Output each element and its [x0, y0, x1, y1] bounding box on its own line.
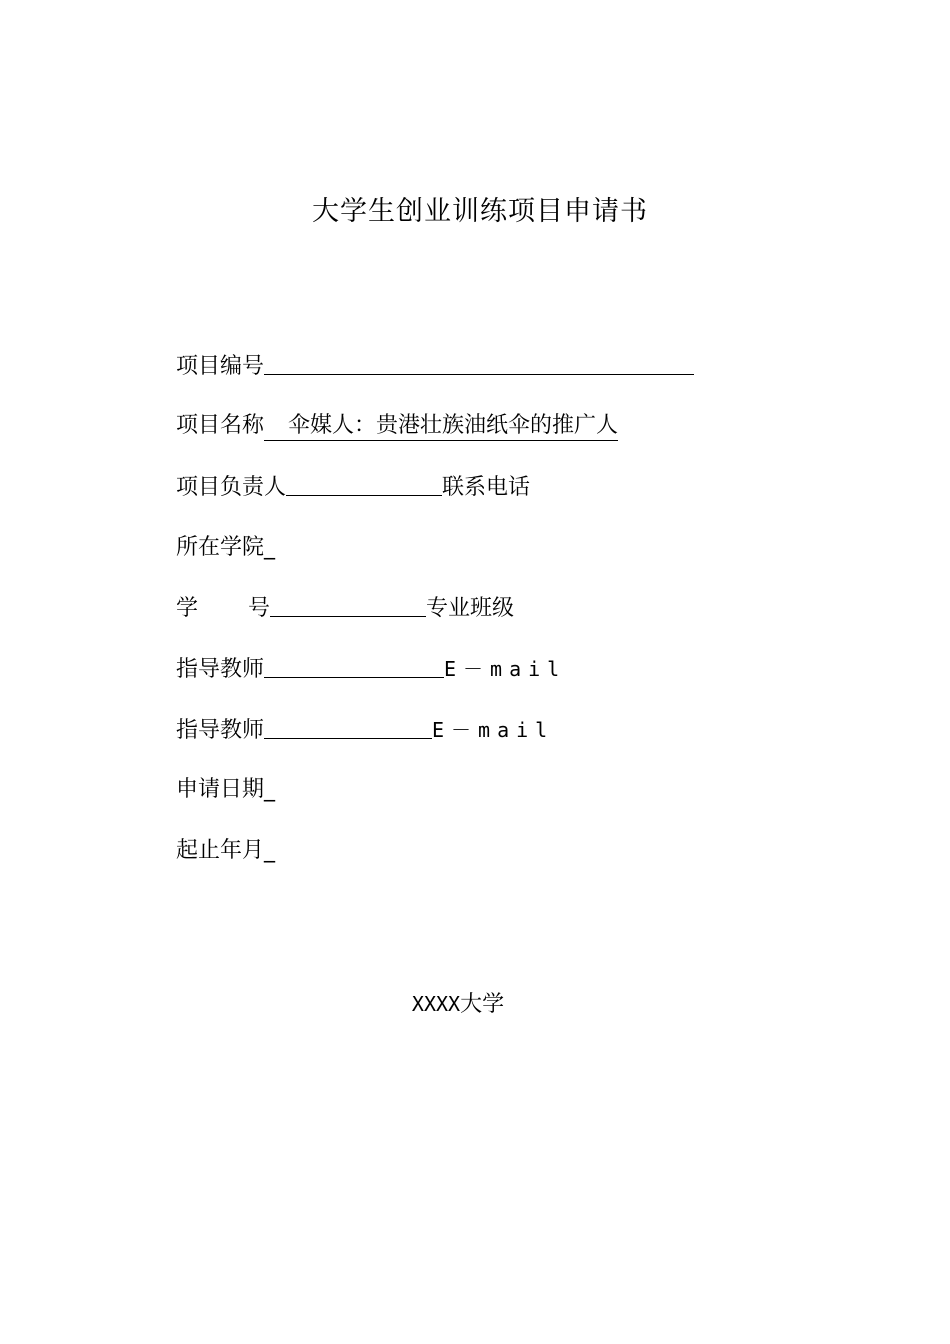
college-label: 所在学院	[176, 535, 265, 560]
advisor-label-1: 指导教师	[176, 657, 265, 682]
apply-date-row	[176, 774, 275, 806]
project-leader-row	[176, 471, 530, 503]
advisor-label-2: 指导教师	[176, 718, 265, 743]
apply-date-field[interactable]: _	[264, 777, 276, 802]
project-leader-field[interactable]	[286, 471, 442, 496]
project-leader-label: 项目负责人	[176, 475, 287, 500]
project-number-label: 项目编号	[176, 354, 265, 379]
student-id-label-first: 学	[176, 596, 199, 621]
period-row	[176, 835, 275, 867]
university-suffix: 大学	[460, 992, 505, 1017]
advisor-field-2[interactable]	[264, 714, 432, 739]
project-name-row	[176, 410, 618, 442]
period-label: 起止年月	[176, 838, 265, 863]
document-title: 大学生创业训练项目申请书	[312, 196, 648, 227]
email-label-2: E－mail	[432, 718, 555, 742]
university-prefix: XXXX	[411, 992, 461, 1016]
project-number-field[interactable]	[264, 350, 694, 375]
major-class-label: 专业班级	[426, 596, 515, 621]
project-name-value[interactable]: 伞媒人：贵港壮族油纸伞的推广人	[264, 412, 618, 441]
project-name-label: 项目名称	[176, 413, 265, 438]
university-name	[0, 988, 916, 1021]
advisor-row-2	[176, 714, 554, 746]
student-id-label-second: 号	[248, 596, 271, 621]
college-row	[176, 532, 275, 564]
advisor-field-1[interactable]	[264, 653, 444, 678]
period-field[interactable]: _	[264, 838, 276, 863]
student-id-row	[176, 592, 514, 624]
college-field[interactable]: _	[264, 535, 276, 560]
apply-date-label: 申请日期	[176, 777, 265, 802]
student-id-field[interactable]	[270, 592, 426, 617]
email-label-1: E－mail	[444, 657, 567, 681]
advisor-row-1	[176, 653, 566, 685]
phone-label: 联系电话	[442, 475, 531, 500]
project-number-row	[176, 350, 694, 382]
